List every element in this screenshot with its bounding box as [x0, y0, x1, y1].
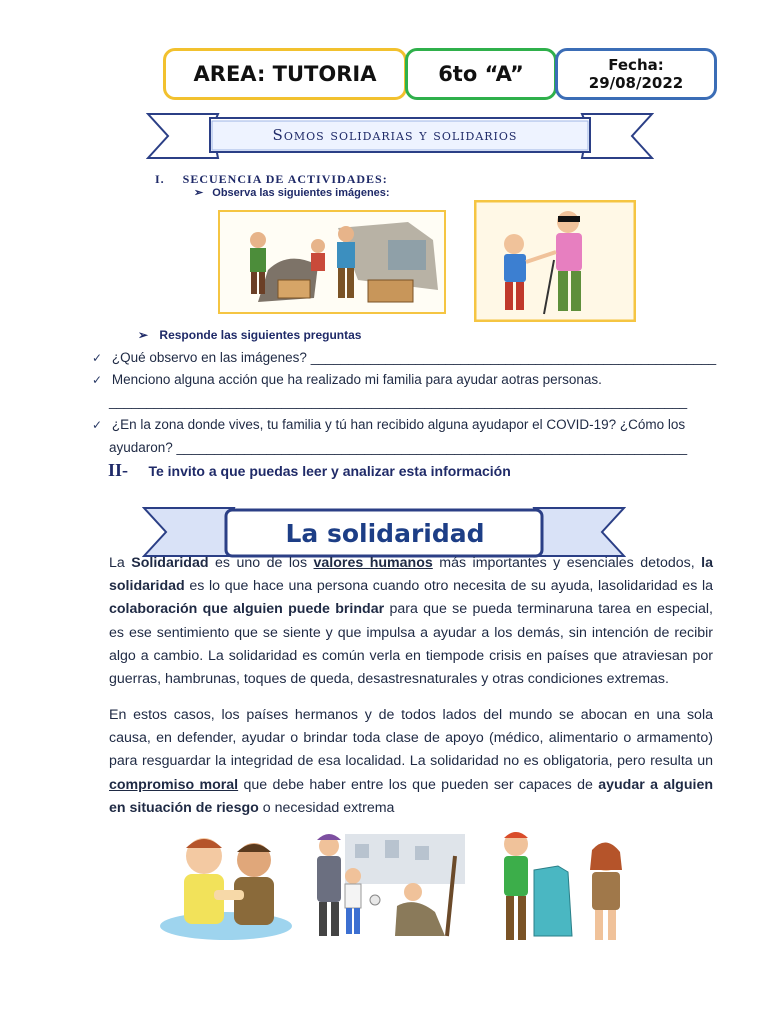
date-value: 29/08/2022 [588, 74, 684, 92]
text-run: más importantes y esenciales detodos, [432, 555, 702, 571]
question-text: ayudaron? ____________________________________________________________________ [109, 440, 688, 455]
question-continuation [109, 437, 687, 459]
bold-term: ayudar a alguien en situación de riesgo [109, 776, 713, 816]
question-text: ¿Qué observo en las imágenes? ______________________________________________________ [111, 350, 717, 365]
illustration-cleanup [218, 210, 446, 314]
answer-line-text: _____________________________________________________________________________ [109, 394, 688, 409]
answer-line [109, 391, 687, 413]
date-label: Fecha: [608, 56, 664, 74]
section-numeral: I. [155, 172, 165, 186]
section-title: SECUENCIA DE ACTIVIDADES: [182, 172, 388, 186]
question-item [92, 369, 602, 391]
checkmark-icon: ✓ [92, 351, 103, 365]
text-run: En estos casos, los países hermanos y de todos lados del mundo se abocan en una sola causa, en defender, ayudar o brindar toda clase de apoyo (médico, alimentario o armamento) para resguardar la integridad de esa localidad. La solidaridad no es obligatoria, pero resulta un [109, 707, 713, 770]
text-run: para que se pueda terminaruna tarea en especial, es ese sentimiento que se siente y que impulsa a ayudar a los demás, sin intención de recibir algo a cambio. La solidaridad es común verla en tiempode crisis en países que atraviesan por guerras, hambrunas, toques de queda, desastresnaturales y otras condiciones extremas. [109, 601, 713, 688]
paragraph [109, 552, 713, 691]
area-label: AREA: TUTORIA [193, 62, 377, 86]
checkmark-icon: ✓ [92, 418, 103, 432]
illustration-giving-to-beggar [305, 826, 477, 944]
arrow-bullet-icon: ➢ [194, 187, 204, 199]
underlined-term: valores humanos [313, 555, 433, 571]
illustration-giving-clothes [488, 826, 638, 948]
bold-term: la solidaridad [109, 555, 714, 595]
text-run: es uno de los [208, 555, 314, 571]
question-item [92, 414, 685, 436]
text-run: que debe haber entre los que pueden ser capaces de [238, 776, 599, 793]
grade-box [405, 48, 557, 100]
section-heading [155, 172, 388, 187]
area-box [163, 48, 407, 100]
bold-term: colaboración que alguien puede brindar [109, 601, 385, 618]
text-run: es lo que hace una persona cuando otro necesita de su ayuda, lasolidaridad es la [184, 578, 713, 595]
arrow-bullet-icon: ➢ [138, 328, 149, 342]
question-text: Menciono alguna acción que ha realizado mi familia para ayudar aotras personas. [111, 372, 602, 387]
underlined-term: compromiso moral [109, 776, 239, 793]
text-run: La [109, 555, 132, 571]
questions-heading-text: Responde las siguientes preguntas [159, 328, 362, 342]
questions-heading [138, 328, 361, 342]
question-item [92, 347, 716, 369]
bold-term: Solidaridad [131, 555, 209, 571]
grade-label: 6to “A” [438, 62, 524, 86]
text-run: o necesidad extrema [258, 799, 395, 816]
illustration-helping-blind-man [474, 200, 636, 322]
illustration-boys-sharing [154, 826, 298, 944]
observe-text: Observa las siguientes imágenes: [212, 187, 390, 199]
banner-title: Somos solidarias y solidarios [272, 126, 518, 144]
date-box [555, 48, 717, 100]
section-two-heading [108, 460, 511, 481]
observe-instruction [194, 186, 390, 199]
checkmark-icon: ✓ [92, 373, 103, 387]
section-title: Te invito a que puedas leer y analizar esta información [148, 463, 511, 479]
question-text: ¿En la zona donde vives, tu familia y tú han recibido alguna ayudapor el COVID-19? ¿Cómo los [111, 417, 686, 432]
paragraph [109, 704, 713, 820]
section-numeral: II- [108, 460, 129, 480]
banner-title: La solidaridad [285, 518, 485, 548]
